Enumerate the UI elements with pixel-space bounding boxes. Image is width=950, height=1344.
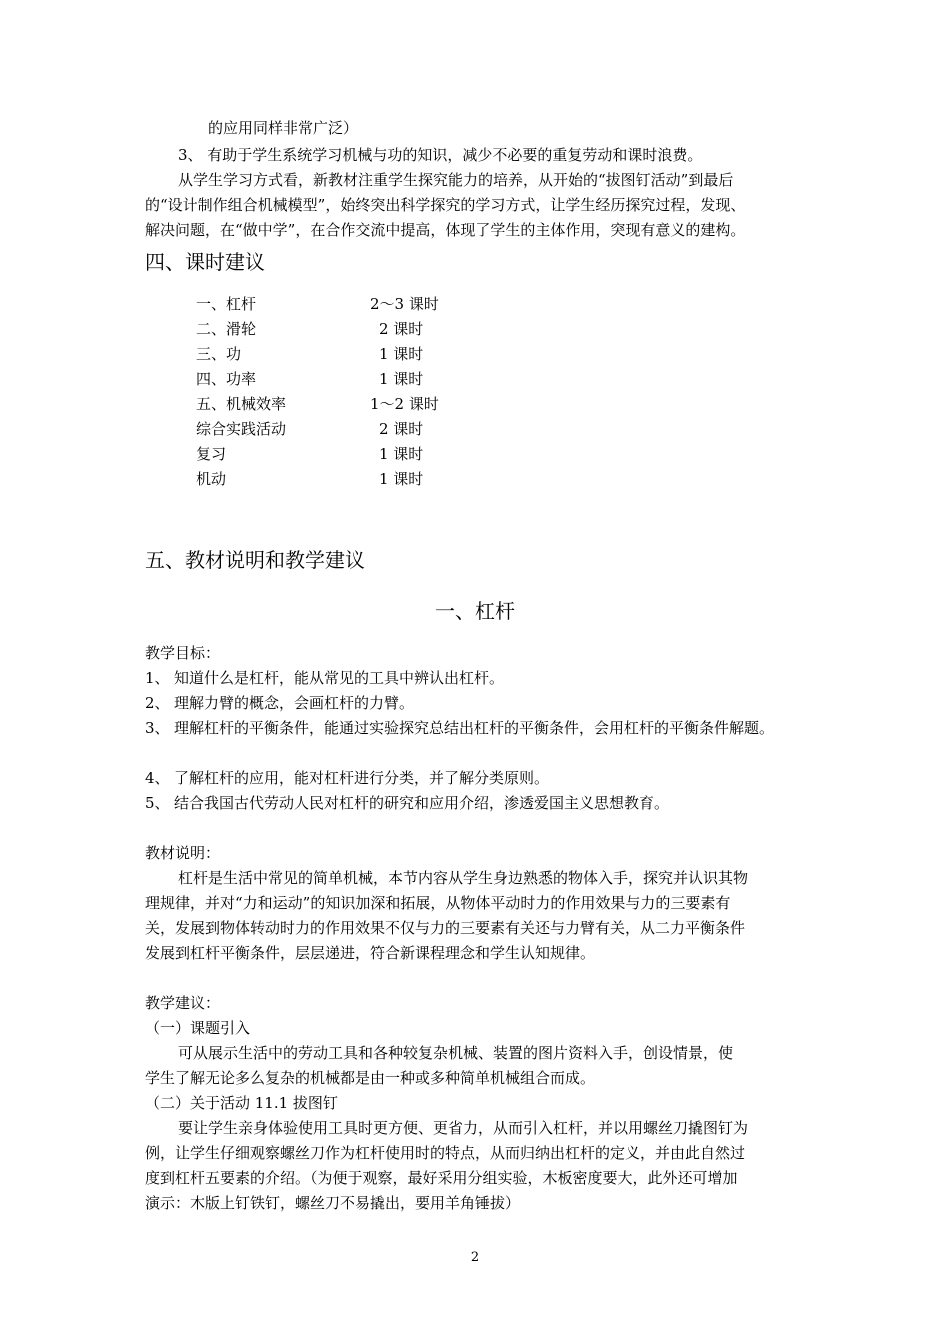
goal-text: 了解杠杆的应用，能对杠杆进行分类，并了解分类原则。 <box>174 769 550 787</box>
intro-paragraph-line-2: 的“设计制作组合机械模型”，始终突出科学探究的学习方式，让学生经历探究过程，发现、 <box>145 196 746 214</box>
material-line: 杠杆是生活中常见的简单机械，本节内容从学生身边熟悉的物体入手，探究并认识其物 <box>178 869 749 887</box>
schedule-row-time: 1 课时 <box>379 345 424 363</box>
intro-paragraph-line-1: 从学生学习方式看，新教材注重学生探究能力的培养，从开始的“拔图钉活动”到最后 <box>178 171 734 189</box>
schedule-row-time: 1 课时 <box>379 370 424 388</box>
goal-number: 5、 <box>145 794 170 812</box>
schedule-row-name: 三、功 <box>196 345 242 363</box>
goals-label: 教学目标： <box>145 644 221 662</box>
goal-text: 结合我国古代劳动人民对杠杆的研究和应用介绍，渗透爱国主义思想教育。 <box>174 794 670 812</box>
intro-line-continuation: 的应用同样非常广泛） <box>208 119 359 137</box>
goal-number: 2、 <box>145 694 170 712</box>
goal-text: 理解力臂的概念，会画杠杆的力臂。 <box>174 694 415 712</box>
schedule-row-time: 2 课时 <box>379 320 424 338</box>
goal-number: 1、 <box>145 669 170 687</box>
schedule-row-name: 四、功率 <box>196 370 257 388</box>
material-label: 教材说明： <box>145 844 221 862</box>
schedule-row-name: 复习 <box>196 445 227 463</box>
goal-number: 4、 <box>145 769 170 787</box>
suggestion-1-line: 可从展示生活中的劳动工具和各种较复杂机械、装置的图片资料入手，创设情景，使 <box>178 1044 734 1062</box>
page-number: 2 <box>470 1250 480 1265</box>
suggestion-2-line: 例，让学生仔细观察螺丝刀作为杠杆使用时的特点，从而归纳出杠杆的定义，并由此自然过 <box>145 1144 746 1162</box>
section-4-heading: 四、课时建议 <box>145 250 265 274</box>
goal-number: 3、 <box>145 719 170 737</box>
schedule-row-name: 一、杠杆 <box>196 295 257 313</box>
lesson-title: 一、杠杆 <box>435 599 515 623</box>
schedule-row-name: 综合实践活动 <box>196 420 287 438</box>
suggestion-2-line: 演示：木版上钉铁钉，螺丝刀不易撬出，要用羊角锤拔） <box>145 1194 521 1212</box>
section-5-heading: 五、教材说明和教学建议 <box>145 548 365 572</box>
goal-text: 知道什么是杠杆，能从常见的工具中辨认出杠杆。 <box>174 669 505 687</box>
suggestion-2-title: （二）关于活动 11.1 拔图钉 <box>145 1094 338 1112</box>
material-line: 理规律，并对“力和运动”的知识加深和拓展，从物体平动时力的作用效果与力的三要素有 <box>145 894 731 912</box>
goal-text: 理解杠杆的平衡条件，能通过实验探究总结出杠杆的平衡条件，会用杠杆的平衡条件解题。 <box>174 719 775 737</box>
schedule-row-name: 机动 <box>196 470 227 488</box>
schedule-row-time: 2 课时 <box>379 420 424 438</box>
material-line: 发展到杠杆平衡条件，层层递进，符合新课程理念和学生认知规律。 <box>145 944 596 962</box>
material-line: 关，发展到物体转动时力的作用效果不仅与力的三要素有关还与力臂有关，从二力平衡条件 <box>145 919 746 937</box>
suggestions-label: 教学建议： <box>145 994 221 1012</box>
suggestion-1-title: （一）课题引入 <box>145 1019 251 1037</box>
schedule-row-time: 1 课时 <box>379 470 424 488</box>
suggestion-2-line: 要让学生亲身体验使用工具时更方便、更省力，从而引入杠杆，并以用螺丝刀撬图钉为 <box>178 1119 749 1137</box>
schedule-row-time: 2～3 课时 <box>370 295 439 313</box>
intro-paragraph-line-3: 解决问题，在“做中学”，在合作交流中提高，体现了学生的主体作用，突现有意义的建构。 <box>145 221 746 239</box>
schedule-row-time: 1～2 课时 <box>370 395 439 413</box>
suggestion-2-line: 度到杠杆五要素的介绍。（为便于观察，最好采用分组实验，木板密度要大，此外还可增加 <box>145 1169 738 1187</box>
schedule-row-time: 1 课时 <box>379 445 424 463</box>
schedule-row-name: 二、滑轮 <box>196 320 257 338</box>
schedule-row-name: 五、机械效率 <box>196 395 287 413</box>
suggestion-1-line: 学生了解无论多么复杂的机械都是由一种或多种简单机械组合而成。 <box>145 1069 596 1087</box>
intro-item-3: 3、 有助于学生系统学习机械与功的知识，减少不必要的重复劳动和课时浪费。 <box>178 146 703 164</box>
